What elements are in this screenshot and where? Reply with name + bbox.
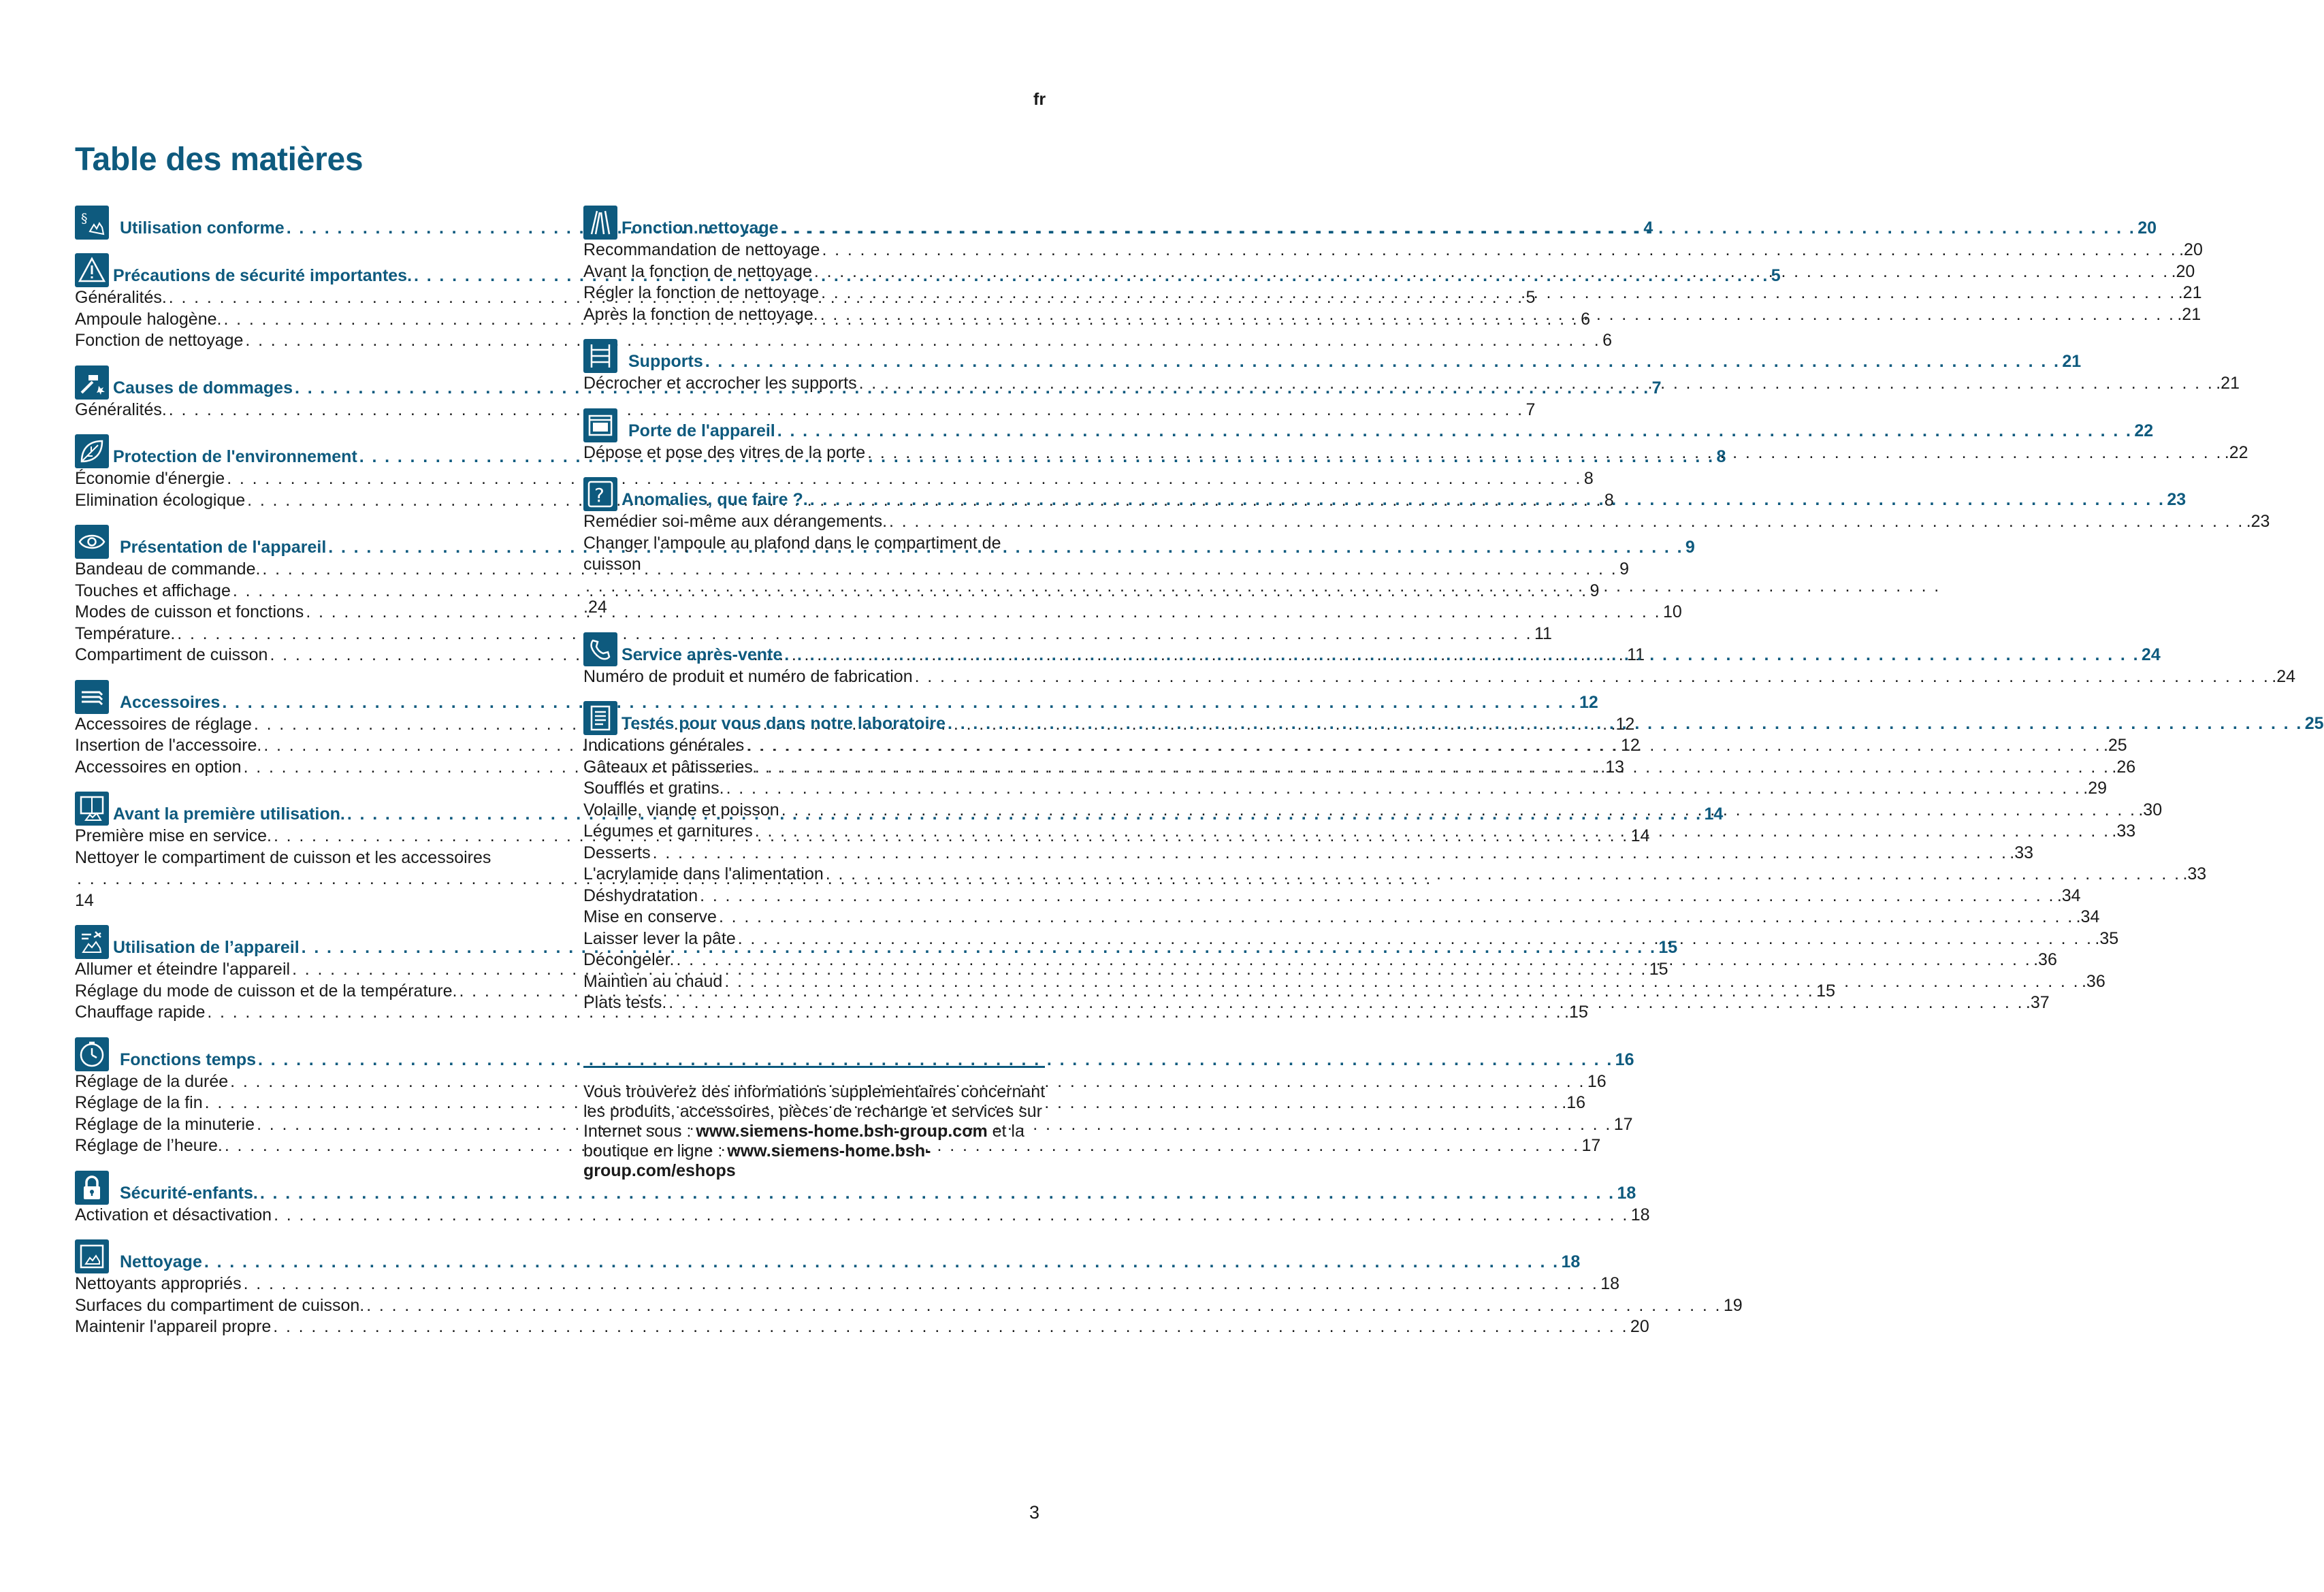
- entry-label: Surfaces du compartiment de cuisson.: [75, 1295, 365, 1315]
- entry-page-number: .26: [2112, 757, 2136, 777]
- entry-page-number: 14: [75, 890, 94, 910]
- entry-label: Réglage de la fin: [75, 1093, 203, 1112]
- dot-leader: [204, 1252, 1560, 1272]
- entry-label: Numéro de produit et numéro de fabrication: [583, 666, 913, 686]
- entry-page-number: 16: [1587, 1071, 1607, 1091]
- section-page-number: 24: [2141, 645, 2161, 664]
- entry-label: Ampoule halogène.: [75, 309, 222, 329]
- entry-label: Indications générales: [583, 736, 745, 755]
- entry-label: Elimination écologique: [75, 490, 246, 510]
- section-title[interactable]: [622, 645, 2161, 666]
- entry-label: Touches et affichage: [75, 581, 231, 600]
- entry-label: L'acrylamide dans l'alimentation: [583, 864, 824, 883]
- entry-page-number: 11: [1627, 645, 1645, 664]
- section-page-number: 15: [1658, 938, 1678, 957]
- dot-leader: [738, 928, 2093, 950]
- toc-section: [583, 199, 2203, 325]
- entry-label: Nettoyer le compartiment de cuisson et les accessoires: [75, 847, 491, 867]
- entry-page-number: 15: [1649, 960, 1668, 979]
- section-title-label: Porte de l'appareil: [628, 421, 775, 440]
- leaf-icon: [75, 434, 109, 468]
- entry-page-number: .34: [2056, 886, 2081, 905]
- dot-leader: [859, 373, 2214, 395]
- toc-entry[interactable]: [583, 843, 2034, 864]
- section-page-number: 22: [2134, 421, 2154, 440]
- section-title[interactable]: [622, 218, 2157, 240]
- toc-entry[interactable]: [583, 907, 2100, 928]
- entry-label: Nettoyants appropriés: [75, 1274, 242, 1293]
- entry-page-number: 12: [1621, 736, 1640, 755]
- toc-entry[interactable]: [75, 1316, 1649, 1338]
- entry-page-number: .22: [2224, 442, 2248, 462]
- section-heading[interactable]: [583, 402, 2154, 442]
- entry-page-number: .33: [2182, 864, 2207, 883]
- section-heading[interactable]: [583, 471, 2186, 511]
- entry-label: Généralités.: [75, 400, 167, 419]
- entry-label: Chauffage rapide: [75, 1003, 206, 1022]
- entry-label: Recommandation de nettoyage: [583, 240, 820, 259]
- page-title: Table des matières: [75, 142, 364, 178]
- section-title[interactable]: [120, 1252, 1580, 1273]
- entry-label: Maintien au chaud: [583, 971, 723, 991]
- info-paragraph: [583, 1082, 1046, 1181]
- toc-entry[interactable]: [75, 1205, 1650, 1227]
- toc-entry[interactable]: [75, 581, 1600, 602]
- section-title-label: Sécurité-enfants.: [120, 1183, 258, 1203]
- section-page-number: 20: [2137, 218, 2157, 238]
- document-lab-icon: [583, 701, 617, 735]
- toc-entry[interactable]: [583, 304, 2201, 326]
- toc-entry[interactable]: [75, 559, 1629, 581]
- toc-entry[interactable]: [75, 1295, 1743, 1317]
- entry-page-number: .37: [2025, 993, 2050, 1012]
- entry-label: Activation et désactivation: [75, 1205, 272, 1224]
- question-icon: [583, 477, 617, 511]
- dot-leader: [781, 218, 2136, 238]
- toc-entry[interactable]: [583, 864, 2207, 886]
- section-page-number: 4: [1643, 218, 1653, 238]
- entry-page-number: .25: [2103, 736, 2127, 755]
- entry-page-number: 8: [1604, 490, 1614, 510]
- section-title[interactable]: [622, 714, 2324, 735]
- section-heading[interactable]: [583, 333, 2082, 373]
- section-page-number: 14: [1704, 805, 1724, 824]
- dot-leader: [274, 1205, 1629, 1227]
- hand-settings-icon: [75, 925, 109, 959]
- entry-page-number: 18: [1630, 1205, 1650, 1224]
- entry-label: Laisser lever la pâte: [583, 928, 736, 948]
- entry-label: Déshydratation: [583, 886, 698, 905]
- entry-label: Mise en conserve: [583, 907, 717, 926]
- entry-label: Réglage de la minuterie: [75, 1114, 255, 1134]
- supports-rack-icon: [583, 339, 617, 373]
- entry-page-number: 9: [1619, 559, 1629, 579]
- dot-leader: [244, 1273, 1599, 1295]
- entry-page-number: 17: [1581, 1136, 1601, 1155]
- entry-label: Décongeler.: [583, 950, 675, 969]
- entry-label: Réglage du mode de cuisson et de la température.: [75, 981, 457, 1001]
- toc-entry[interactable]: [583, 282, 2202, 304]
- dot-leader: [273, 1316, 1628, 1338]
- entry-label: Soufflés et gratins.: [583, 779, 724, 798]
- entry-label: Généralités.: [75, 288, 167, 307]
- section-title[interactable]: [622, 490, 2186, 511]
- entry-page-number: 15: [1816, 981, 1835, 1001]
- entry-label: Compartiment de cuisson: [75, 645, 268, 664]
- entry-page-number: .33: [2010, 843, 2034, 862]
- entry-page-number: 10: [1662, 602, 1682, 621]
- entry-page-number: 11: [1534, 623, 1552, 643]
- entry-page-number: .15: [1564, 1003, 1588, 1022]
- section-title-label: Nettoyage: [120, 1252, 202, 1271]
- dot-leader: [705, 352, 2061, 372]
- entry-label: Gâteaux et pâtisseries: [583, 757, 753, 777]
- dot-leader: [822, 240, 2177, 261]
- toc-entry[interactable]: [75, 1071, 1607, 1093]
- toc-entry[interactable]: [583, 778, 2108, 800]
- entry-page-number: .24: [2272, 666, 2296, 686]
- section-title-label: Supports: [628, 352, 703, 371]
- entry-page-number: 6: [1602, 331, 1612, 350]
- section-heading[interactable]: [583, 199, 2157, 240]
- dot-leader: [668, 992, 2024, 1014]
- toc-entry[interactable]: [583, 886, 2081, 907]
- entry-page-number: 9: [1589, 581, 1600, 600]
- entry-page-number: .20: [2171, 261, 2195, 281]
- section-title-label: Service après-vente: [622, 645, 783, 664]
- dot-leader: [814, 261, 2169, 283]
- toc-entry[interactable]: [75, 847, 538, 912]
- info-text-2: et la boutique en ligne :: [583, 1122, 1024, 1160]
- toc-entry[interactable]: [583, 533, 1046, 619]
- dot-leader: [948, 714, 2303, 734]
- entry-label: Maintenir l'appareil propre: [75, 1317, 272, 1336]
- dot-leader: [700, 886, 2055, 907]
- toc-entry[interactable]: [75, 400, 1536, 421]
- toc-section: [583, 402, 2248, 464]
- section-page-number: 18: [1561, 1252, 1581, 1271]
- entry-label: Modes de cuisson et fonctions: [75, 602, 304, 621]
- section-heading[interactable]: [75, 1031, 1634, 1071]
- section-page-number: 21: [2062, 352, 2082, 371]
- entry-label: Économie d'énergie: [75, 469, 225, 488]
- entry-page-number: .35: [2095, 928, 2119, 948]
- oven-hand-icon: [75, 792, 109, 826]
- entry-page-number: 17: [1613, 1114, 1633, 1134]
- entry-page-number: 14: [1630, 826, 1650, 845]
- entry-page-number: .34: [2076, 907, 2100, 926]
- svg-text:?: ?: [594, 484, 604, 506]
- entry-page-number: 5: [1526, 288, 1536, 307]
- entry-page-number: .12: [1611, 714, 1635, 734]
- section-page-number: 25: [2304, 714, 2324, 733]
- entry-label: Réglage de la durée: [75, 1071, 229, 1091]
- entry-label: Régler la fonction de nettoyage: [583, 283, 820, 302]
- toc-entry[interactable]: [75, 623, 1552, 645]
- section-title-label: Fonction nettoyage: [622, 218, 779, 238]
- entry-page-number: 19: [1723, 1295, 1743, 1315]
- section-heading[interactable]: [75, 1233, 1581, 1273]
- entry-label: Plats tests.: [583, 993, 667, 1012]
- toc-entry[interactable]: [583, 511, 2270, 533]
- entry-label: Légumes et garnitures: [583, 822, 753, 841]
- svg-text:§: §: [81, 211, 88, 226]
- entry-page-number: 20: [1630, 1317, 1649, 1336]
- paragraph-hand-icon: [75, 206, 109, 240]
- entry-label: Accessoires en option: [75, 757, 242, 777]
- info-text-1: Vous trouverez des informations supplementaires concernant les produits, accessoires, pièces de rechange et services sur Internet sous :: [583, 1082, 1046, 1141]
- dot-leader: [755, 821, 2110, 843]
- entry-label: Desserts: [583, 843, 651, 862]
- entry-page-number: .29: [2083, 779, 2108, 798]
- toc-entry[interactable]: [75, 468, 1594, 490]
- section-heading[interactable]: [75, 1165, 1636, 1205]
- section-page-number: 12: [1579, 692, 1598, 712]
- dot-leader: [726, 778, 2082, 800]
- entry-label: Insertion de l'accessoire.: [75, 736, 262, 755]
- dot-leader: [676, 949, 2031, 971]
- entry-label: Allumer et éteindre l'appareil: [75, 960, 291, 979]
- entry-label: Volaille, viande et poisson: [583, 800, 779, 819]
- entry-page-number: 18: [1600, 1274, 1620, 1293]
- dot-leader: [867, 442, 2223, 464]
- dot-leader: [821, 282, 2176, 304]
- eshop-link[interactable]: www.siemens-home.bsh-group.com/eshops: [583, 1141, 931, 1180]
- dot-leader: [585, 576, 1941, 598]
- section-title-label: Utilisation conforme: [120, 218, 285, 238]
- dot-leader: [746, 735, 2101, 757]
- entry-page-number: .33: [2112, 822, 2136, 841]
- entry-page-number: .21: [2216, 374, 2240, 393]
- section-title-label: Utilisation de l’appareil: [113, 938, 300, 957]
- lock-icon: [75, 1171, 109, 1205]
- dot-leader: [260, 1184, 1615, 1203]
- toc-entry[interactable]: [75, 1273, 1620, 1295]
- dot-leader: [915, 666, 2270, 688]
- section-title-label: Précautions de sécurité importantes.: [113, 266, 413, 285]
- toc-entry[interactable]: [75, 1092, 1586, 1114]
- entry-page-number: 6: [1581, 309, 1591, 329]
- dot-leader: [810, 490, 2165, 510]
- warning-triangle-icon: [75, 253, 109, 287]
- dot-leader: [366, 1295, 1722, 1317]
- toc-section: [75, 1233, 1743, 1338]
- section-title-label: Protection de l'environnement: [113, 447, 357, 466]
- entry-page-number: .30: [2138, 800, 2163, 819]
- entry-page-number: .21: [2177, 304, 2201, 324]
- entry-page-number: .13: [1600, 757, 1625, 777]
- dot-leader: [820, 304, 2176, 326]
- section-title[interactable]: [628, 421, 2153, 442]
- language-code: fr: [1033, 90, 1046, 109]
- entry-label: Après la fonction de nettoyage.: [583, 304, 818, 324]
- dot-leader: [826, 864, 2181, 886]
- toc-section: [75, 1165, 1650, 1227]
- section-page-number: 5: [1771, 266, 1781, 285]
- entry-page-number: .16: [1562, 1093, 1586, 1112]
- toc-entry[interactable]: [75, 330, 1612, 352]
- entry-label: Bandeau de commande.: [75, 559, 261, 579]
- section-page-number: 7: [1651, 378, 1662, 397]
- entry-label: Température.: [75, 623, 176, 643]
- hammer-damage-icon: [75, 365, 109, 400]
- section-title[interactable]: [628, 352, 2081, 373]
- dot-leader: [719, 907, 2074, 928]
- accessories-tray-icon: [75, 680, 109, 714]
- toc-section: [583, 333, 2240, 395]
- section-title-label: Présentation de l'appareil: [120, 538, 327, 557]
- info-divider: [583, 1066, 1045, 1068]
- dot-leader: [889, 511, 2244, 533]
- entry-page-number: .36: [2033, 950, 2057, 969]
- entry-page-number: .36: [2081, 971, 2105, 991]
- entry-label: Changer l'ampoule au plafond dans le compartiment de cuisson: [583, 533, 1001, 574]
- toc-entry[interactable]: [583, 373, 2240, 395]
- eye-icon: [75, 525, 109, 559]
- entry-label: Dépose et pose des vitres de la porte: [583, 442, 866, 462]
- entry-page-number: .20: [2179, 240, 2203, 259]
- dot-leader: [755, 757, 2110, 779]
- clock-icon: [75, 1037, 109, 1071]
- entry-page-number: .21: [2178, 283, 2202, 302]
- entry-label: Avant la fonction de nettoyage: [583, 261, 812, 281]
- dot-leader: [781, 800, 2137, 822]
- entry-page-number: 7: [1526, 400, 1536, 419]
- entry-page-number: .23: [2246, 512, 2270, 531]
- section-page-number: 16: [1615, 1050, 1634, 1069]
- entry-page-number: .24: [583, 598, 607, 617]
- section-title[interactable]: [120, 1184, 1636, 1205]
- section-page-number: 23: [2167, 490, 2186, 509]
- website-link[interactable]: www.siemens-home.bsh-group.com: [696, 1122, 988, 1141]
- entry-label: Remédier soi-même aux dérangements.: [583, 512, 888, 531]
- section-title-label: Anomalies, que faire ?.: [622, 490, 808, 509]
- toc-entry[interactable]: [583, 666, 2296, 688]
- entry-page-number: 8: [1583, 469, 1594, 488]
- section-title-label: Causes de dommages: [113, 378, 293, 397]
- section-page-number: 9: [1685, 538, 1695, 557]
- section-title-label: Testés pour vous dans notre laboratoire: [622, 714, 946, 733]
- toc-entry[interactable]: [583, 442, 2248, 464]
- dot-leader: [777, 421, 2133, 441]
- page-number: 3: [1029, 1502, 1040, 1523]
- section-title-label: Avant la première utilisation.: [113, 805, 345, 824]
- cleaning-function-icon: [583, 206, 617, 240]
- oven-door-icon: [583, 408, 617, 442]
- section-title-label: Fonctions temps: [120, 1050, 257, 1069]
- section-page-number: 18: [1617, 1183, 1636, 1203]
- dot-leader: [653, 843, 2008, 864]
- entry-label: Fonction de nettoyage: [75, 331, 244, 350]
- section-page-number: 8: [1716, 447, 1726, 466]
- section-title-label: Accessoires: [120, 692, 221, 712]
- toc-entry[interactable]: [583, 240, 2203, 261]
- dot-leader: [784, 645, 2140, 665]
- entry-label: Décrocher et accrocher les supports: [583, 374, 857, 393]
- entry-label: Première mise en service.: [75, 826, 272, 845]
- phone-service-icon: [583, 632, 617, 666]
- entry-label: Réglage de l’heure.: [75, 1136, 223, 1155]
- dot-leader: [724, 971, 2080, 993]
- cleaning-cloth-icon: [75, 1239, 109, 1273]
- entry-label: Accessoires de réglage: [75, 714, 252, 734]
- toc-entry[interactable]: [583, 261, 2195, 283]
